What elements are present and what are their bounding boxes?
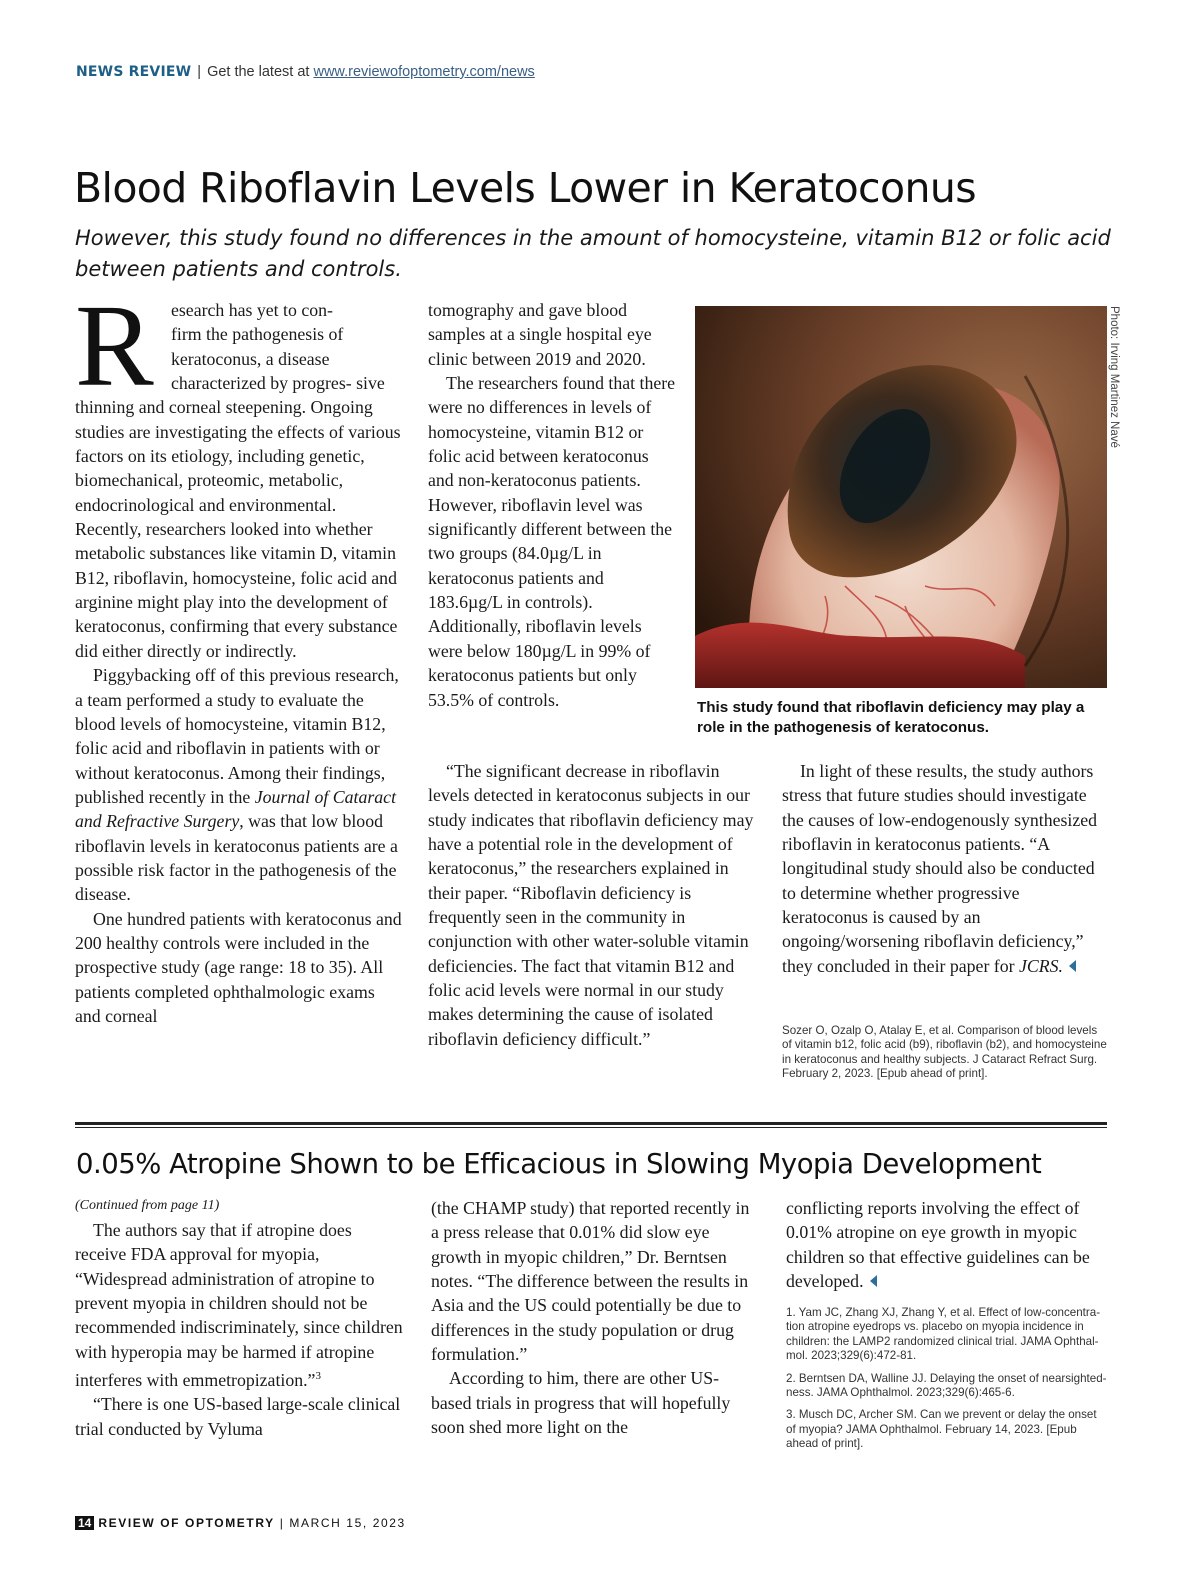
issue-date: MARCH 15, 2023 (289, 1516, 406, 1530)
page-number: 14 (75, 1516, 94, 1530)
photo-credit: Photo: Irving Martinez Navé (1108, 306, 1120, 448)
section-divider (75, 1122, 1107, 1125)
reference-item: 1. Yam JC, Zhang XJ, Zhang Y, et al. Effect of low-concentration atropine eyedrops vs. placebo on myopia incidence in children: the LAMP2 randomized clinical trial. JAMA Ophthalmol. 2023;329(6):472-81. (786, 1306, 1101, 1363)
photo-caption: This study found that riboflavin deficiency may play a role in the pathogenesis of keratoconus. (697, 699, 1085, 736)
text-line: esearch has yet to con- (171, 300, 333, 320)
article-column-1 (75, 280, 403, 1028)
body-paragraph: (the CHAMP study) that reported recently in a press release that 0.01% did slow eye growth in myopic children,” Dr. Berntsen notes. “The difference between the results in Asia and the US could potentially be due to differences in the study population or drug formulation.” (431, 1198, 750, 1365)
continued-note: (Continued from page 11) (75, 1198, 220, 1213)
reference-item: 3. Musch DC, Archer SM. Can we prevent or delay the onset of myopia? JAMA Ophthalmol. February 14, 2023. [Epub ahead of print]. (786, 1408, 1097, 1451)
article-deck: However, this study found no differences in the amount of homocysteine, vitamin B12 or folic acid between patients and controls. (75, 226, 1111, 281)
header-prompt: Get the latest at (207, 64, 310, 80)
body-paragraph: tomography and gave blood samples at a single hospital eye clinic between 2019 and 2020. (428, 300, 652, 369)
text-run: , was that low blood riboflavin levels in keratoconus patients are a possible risk factor in the pathogenesis of the disease. (75, 811, 398, 905)
section-divider-thin (75, 1127, 1107, 1128)
keratoconus-eye-photo (695, 306, 1107, 688)
section-label: NEWS REVIEW (76, 64, 192, 80)
body-paragraph (75, 663, 403, 906)
text-line: characterized by progres- (171, 373, 352, 394)
magazine-name: REVIEW OF OPTOMETRY (98, 1516, 275, 1530)
body-paragraph (782, 759, 1108, 978)
reference-item: 2. Berntsen DA, Walline JJ. Delaying the onset of nearsightedness. JAMA Ophthalmol. 2023;329(6):465-6. (786, 1371, 1107, 1400)
article2-column-3 (786, 1196, 1108, 1293)
eye-illustration (695, 306, 1107, 688)
text-line: firm the pathogenesis of (171, 324, 344, 345)
text-line: keratoconus, a disease (171, 348, 330, 369)
body-paragraph (786, 1196, 1108, 1293)
article2-column-1 (75, 1196, 403, 1441)
text-run: The authors say that if atropine does receive FDA approval for myopia, “Widespread administration of atropine to prevent myopia in children should not be recommended indiscriminately, since children with hyperopia may be harmed if atropine interferes with emmetropization.” (75, 1220, 403, 1390)
article-title-2: 0.05% Atropine Shown to be Efficacious in Slowing Myopia Development (76, 1148, 1042, 1180)
reference-list (786, 1306, 1108, 1452)
body-paragraph: “The significant decrease in riboflavin levels detected in keratoconus subjects in our study indicates that riboflavin deficiency may have a potential role in the development of keratoconus,” the researchers explained in their paper. “Riboflavin deficiency is frequently seen in the community in conjunction with other water-soluble vitamin deficiencies. The fact that vitamin B12 and folic acid levels were normal in our study makes determining the cause of isolated riboflavin deficiency difficult.” (428, 761, 754, 1049)
end-mark-icon (1069, 960, 1076, 972)
article-title: Blood Riboflavin Levels Lower in Keratoconus (74, 164, 977, 212)
text-run: sive thinning and corneal steepening. Ongoing studies are investigating the effects of various factors on its etiology, including genetic, biomechanical, proteomic, metabolic, endocrinological and environmental. Recently, researchers looked into whether metabolic substances like vitamin D, vitamin B12, riboflavin, homocysteine, folic acid and arginine might play into the development of keratoconus, confirming that every substance did either directly or indirectly. (75, 373, 401, 661)
page-footer (75, 1516, 406, 1530)
article2-column-2 (431, 1196, 757, 1439)
article-column-2b (428, 759, 754, 1051)
body-paragraph: One hundred patients with keratoconus and 200 healthy controls were included in the prospective study (age range: 18 to 35). All patients completed ophthalmologic exams and corneal (75, 908, 402, 1026)
article-column-3 (782, 759, 1108, 978)
header-separator: | (197, 64, 202, 80)
news-link[interactable]: www.reviewofoptometry.com/news (313, 64, 535, 80)
body-paragraph (75, 280, 403, 663)
footnote-marker: 3 (315, 1370, 321, 1383)
section-header (76, 64, 535, 80)
article-column-2a (428, 298, 678, 712)
text-run: conflicting reports involving the effect of 0.01% atropine on eye growth in myopic children so that effective guidelines can be developed. (786, 1198, 1090, 1292)
end-mark-icon (870, 1275, 877, 1287)
footer-separator: | (279, 1516, 285, 1530)
text-run: In light of these results, the study authors stress that future studies should investigate the causes of low-endogenously synthesized riboflavin in keratoconus patients. “A longitudinal study should also be conducted to determine whether progressive keratoconus is caused by an ongoing/worsening riboflavin deficiency,” they concluded in their paper for (782, 761, 1098, 976)
body-paragraph (75, 1218, 403, 1392)
body-paragraph: The researchers found that there were no differences in levels of homocysteine, vitamin B12 or folic acid between keratoconus and non-keratoconus patients. However, riboflavin level was significantly different between the two groups (84.0µg/L in keratoconus patients and 183.6µg/L in controls). Additionally, riboflavin levels were below 180µg/L in 99% of keratoconus patients but only 53.5% of controls. (428, 373, 676, 710)
reference: Sozer O, Ozalp O, Atalay E, et al. Comparison of blood levels of vitamin b12, folic acid (b9), riboflavin (b2), and homocysteine in keratoconus and healthy subjects. J Cataract Refract Surg. February 2, 2023. [Epub ahead of print]. (782, 1024, 1107, 1081)
journal-abbrev: JCRS. (1019, 955, 1063, 976)
body-paragraph: According to him, there are other US-based trials in progress that will hopefully soon shed more light on the (431, 1368, 731, 1438)
body-paragraph: “There is one US-based large-scale clinical trial conducted by Vyluma (75, 1394, 401, 1439)
journal-name: Journal of Cataract and Refractive Surgery (75, 786, 397, 832)
drop-cap: R (75, 280, 154, 411)
text-run: Piggybacking off of this previous research, a team performed a study to evaluate the blood levels of homocysteine, vitamin B12, folic acid and riboflavin in patients with or without keratoconus. Among their findings, published recently in the (75, 665, 399, 807)
